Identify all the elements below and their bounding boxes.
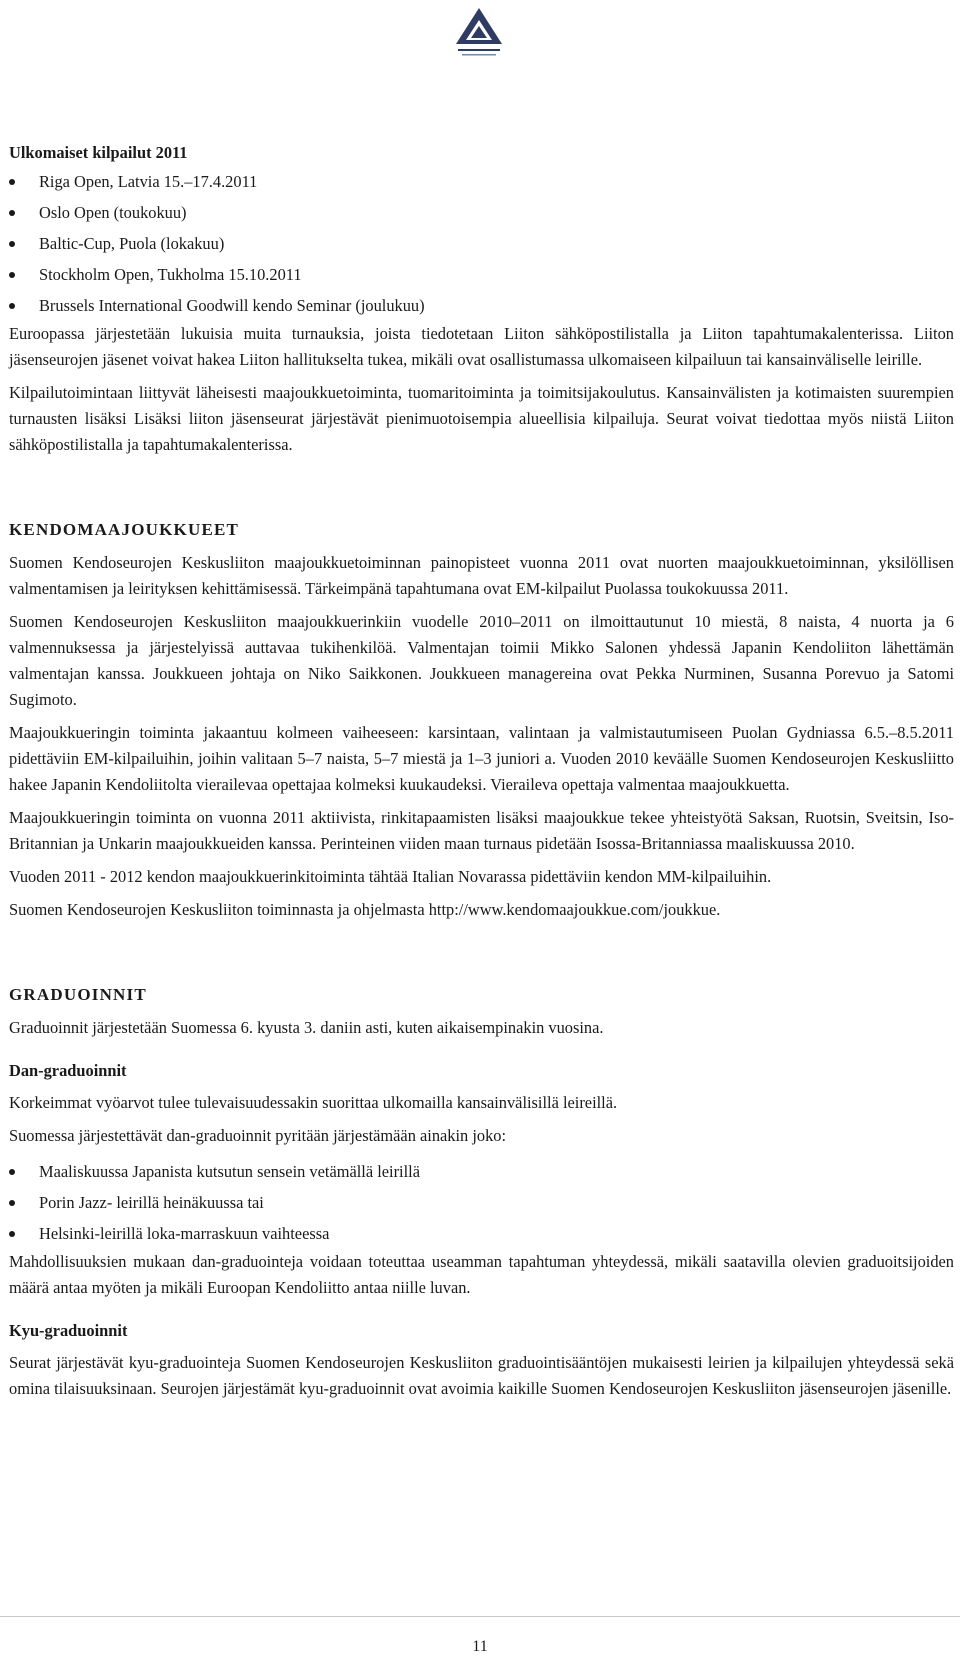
list-item: Riga Open, Latvia 15.–17.4.2011 bbox=[9, 166, 954, 197]
foreign-competitions-list bbox=[9, 166, 954, 321]
paragraph: Korkeimmat vyöarvot tulee tulevaisuudessakin suorittaa ulkomailla kansainvälisillä leireillä. bbox=[9, 1093, 618, 1112]
bullet-icon bbox=[9, 272, 15, 278]
triangle-emblem-icon bbox=[452, 4, 506, 60]
section-title-national-team: KENDOMAAJOUKKUEET bbox=[9, 520, 240, 539]
paragraph: Maajoukkueringin toiminta jakaantuu kolmeen vaiheeseen: karsintaan, valintaan ja valmistautumiseen Puolan Gydniassa 6.5.–8.5.2011 pidettäviin EM-kilpailuihin, joihin valitaan 5–7 naista, 5–7 miestä ja 1–3 juniori a. Vuoden 2010 keväälle Suomen Kendoseurojen Keskusliitto hakee Japanin Kendoliitolta vierailevaa opettajaa kolmeksi kuukaudeksi. Vieraileva opettaja valmentaa maajoukkuetta. bbox=[9, 723, 954, 794]
paragraph: Euroopassa järjestetään lukuisia muita turnauksia, joista tiedotetaan Liiton sähköpostilistalla ja Liiton tapahtumakalenterissa. Liiton jäsenseurojen jäsenet voivat hakea Liiton hallitukselta tukea, mikäli ovat osallistumassa ulkomaiseen kilpailuun tai kansainväliselle leirille. bbox=[9, 324, 954, 369]
subsection-title-dan: Dan-graduoinnit bbox=[9, 1061, 127, 1080]
main-content bbox=[9, 140, 954, 1409]
list-item: Oslo Open (toukokuu) bbox=[9, 197, 954, 228]
bullet-icon bbox=[9, 1231, 15, 1237]
bullet-icon bbox=[9, 179, 15, 185]
section-title-gradings: GRADUOINNIT bbox=[9, 985, 147, 1004]
bullet-icon bbox=[9, 210, 15, 216]
paragraph: Graduoinnit järjestetään Suomessa 6. kyusta 3. daniin asti, kuten aikaisempinakin vuosina. bbox=[9, 1018, 604, 1037]
list-item: Baltic-Cup, Puola (lokakuu) bbox=[9, 228, 954, 259]
list-item: Porin Jazz- leirillä heinäkuussa tai bbox=[9, 1187, 954, 1218]
paragraph: Vuoden 2011 - 2012 kendon maajoukkuerinkitoiminta tähtää Italian Novarassa pidettäviin kendon MM-kilpailuihin. bbox=[9, 867, 772, 886]
bullet-icon bbox=[9, 241, 15, 247]
paragraph: Mahdollisuuksien mukaan dan-graduointeja voidaan toteuttaa useamman tapahtuman yhteydessä, mikäli saatavilla olevien graduoitsijoiden määrä antaa myöten ja mikäli Euroopan Kendoliitto antaa niille luvan. bbox=[9, 1252, 954, 1297]
list-item: Stockholm Open, Tukholma 15.10.2011 bbox=[9, 259, 954, 290]
list-item: Helsinki-leirillä loka-marraskuun vaihteessa bbox=[9, 1218, 954, 1249]
paragraph: Suomen Kendoseurojen Keskusliiton maajoukkuerinkiin vuodelle 2010–2011 on ilmoittautunut 10 miestä, 8 naista, 4 nuorta ja 6 valmennuksessa ja järjestelyissä auttavaa tukihenkilöä. Valmentajan toimii Mikko Salonen yhdessä Japanin Kendoliiton lähettämän valmentajan kanssa. Joukkueen johtaja on Niko Saikkonen. Joukkueen managereina ovat Pekka Nurminen, Susanna Porevuo ja Satomi Sugimoto. bbox=[9, 612, 954, 709]
paragraph: Seurat järjestävät kyu-graduointeja Suomen Kendoseurojen Keskusliiton graduointisääntöjen mukaisesti leirien ja kilpailujen yhteydessä sekä omina tilaisuuksinaan. Seurojen järjestämät kyu-graduoinnit ovat avoimia kaikille Suomen Kendoseurojen Keskusliiton jäsenseurojen jäsenille. bbox=[9, 1353, 954, 1398]
list-item: Maaliskuussa Japanista kutsutun sensein vetämällä leirillä bbox=[9, 1156, 954, 1187]
paragraph: Suomessa järjestettävät dan-graduoinnit pyritään järjestämään ainakin joko: bbox=[9, 1126, 507, 1145]
dan-grading-list bbox=[9, 1156, 954, 1249]
paragraph: Maajoukkueringin toiminta on vuonna 2011 aktiivista, rinkitapaamisten lisäksi maajoukkue tekee yhteistyötä Saksan, Ruotsin, Sveitsin, Iso-Britannian ja Unkarin maajoukkueiden kanssa. Perinteinen viiden maan turnaus pidetään Isossa-Britanniassa maaliskuussa 2010. bbox=[9, 808, 954, 853]
foreign-competitions-title: Ulkomaiset kilpailut 2011 bbox=[9, 143, 188, 162]
bullet-icon bbox=[9, 1169, 15, 1175]
list-item: Brussels International Goodwill kendo Seminar (joulukuu) bbox=[9, 290, 954, 321]
paragraph: Suomen Kendoseurojen Keskusliiton toiminnasta ja ohjelmasta http://www.kendomaajoukkue.com/joukkue. bbox=[9, 900, 721, 919]
bullet-icon bbox=[9, 303, 15, 309]
paragraph: Kilpailutoimintaan liittyvät läheisesti maajoukkuetoiminta, tuomaritoiminta ja toimitsijakoulutus. Kansainvälisten ja kotimaisten suurempien turnausten lisäksi Lisäksi liiton jäsenseurat järjestävät pienimuotoisempia alueellisia kilpailuja. Seurat voivat tiedottaa myös niistä Liiton sähköpostilistalla ja tapahtumakalenterissa. bbox=[9, 383, 954, 454]
paragraph: Suomen Kendoseurojen Keskusliiton maajoukkuetoiminnan painopisteet vuonna 2011 ovat nuorten maajoukkuetoiminnan, yksilöllisen valmentamisen ja leirityksen kehittämisessä. Tärkeimpänä tapahtumana ovat EM-kilpailut Puolassa toukokuussa 2011. bbox=[9, 553, 954, 598]
bullet-icon bbox=[9, 1200, 15, 1206]
page-number: 11 bbox=[472, 1638, 488, 1655]
footer-divider bbox=[0, 1616, 960, 1617]
subsection-title-kyu: Kyu-graduoinnit bbox=[9, 1321, 128, 1340]
